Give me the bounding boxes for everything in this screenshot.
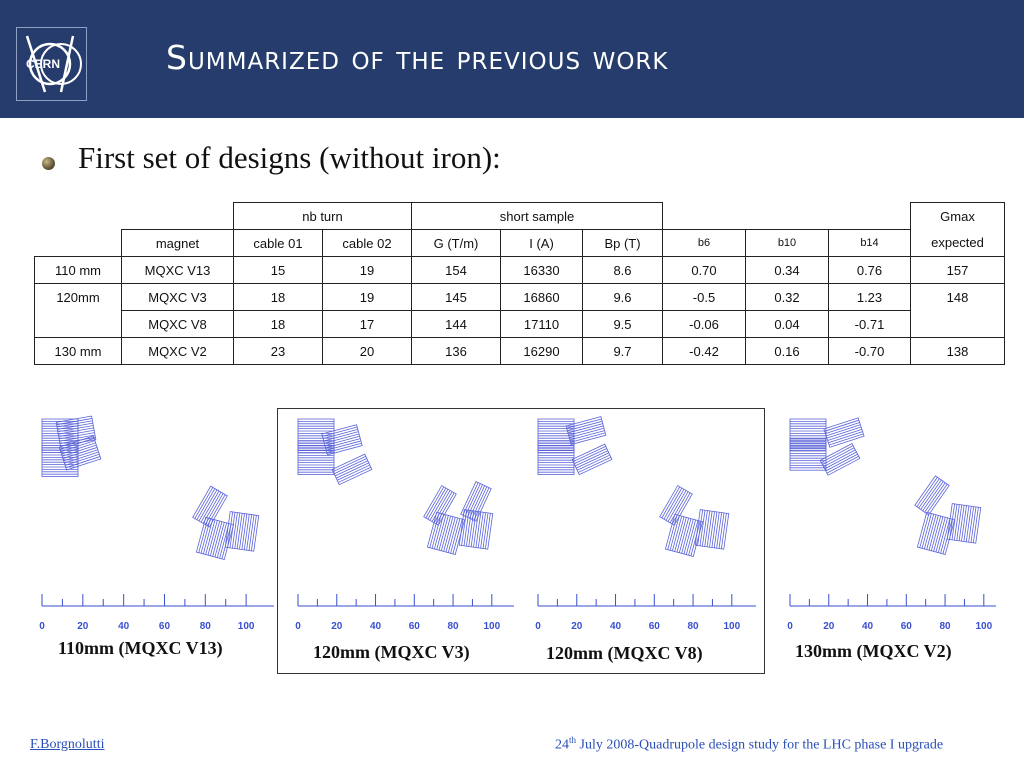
design-caption: 110mm (MQXC V13) [58, 638, 223, 658]
table-header-row-2 [35, 230, 1005, 257]
footer-day-suffix: th [569, 735, 577, 745]
x-axis-tick-label: 40 [369, 621, 382, 632]
coil-block [790, 419, 826, 450]
table-row [35, 284, 1005, 311]
coil-block [461, 482, 491, 522]
cell-cable01: 23 [234, 338, 323, 365]
cell-b6: 0.70 [663, 257, 746, 284]
author-link[interactable]: F.Borgnolutti [30, 737, 105, 752]
cell-cable01: 18 [234, 284, 323, 311]
coil-block [196, 517, 233, 559]
cell-i: 16330 [501, 257, 583, 284]
cell-bp: 9.7 [583, 338, 663, 365]
cell-b10: 0.32 [746, 284, 829, 311]
cell-bp: 9.6 [583, 284, 663, 311]
header-b14: b14 [829, 230, 911, 257]
x-axis-tick-label: 0 [39, 621, 45, 632]
coil-block [947, 504, 981, 544]
x-axis-tick-label: 80 [447, 621, 459, 632]
x-axis-tick-label: 40 [609, 621, 622, 632]
coil-block [917, 512, 954, 554]
footer-day: 24 [555, 737, 569, 753]
design-diagram [290, 415, 514, 635]
cell-b14: 0.76 [829, 257, 911, 284]
x-axis-tick-label: 20 [331, 621, 343, 632]
coil-cross-section [290, 415, 514, 635]
cern-logo [16, 27, 87, 101]
footer-date [555, 735, 943, 754]
table-row [35, 257, 1005, 284]
cell-b14: -0.70 [829, 338, 911, 365]
coil-block [427, 512, 464, 554]
cell-cable01: 18 [234, 311, 323, 338]
cell-magnet: MQXC V3 [122, 284, 234, 311]
x-axis-tick-label: 80 [687, 621, 699, 632]
coil-block [695, 510, 729, 550]
x-axis-tick-label: 40 [118, 621, 130, 632]
x-axis-tick-label: 80 [199, 621, 211, 632]
design-diagram [782, 415, 996, 635]
cell-b10: 0.34 [746, 257, 829, 284]
cell-aperture: 120mm [35, 284, 122, 338]
design-diagram [530, 415, 756, 635]
cell-cable01: 15 [234, 257, 323, 284]
cell-aperture: 110 mm [35, 257, 122, 284]
x-axis-tick-label: 100 [237, 621, 255, 632]
x-axis-tick-label: 0 [295, 621, 301, 632]
cell-b6: -0.06 [663, 311, 746, 338]
cell-g: 145 [412, 284, 501, 311]
bullet-text: First set of designs (without iron): [78, 140, 501, 175]
logo-text: CERN [26, 57, 61, 71]
x-axis-tick-label: 60 [158, 621, 171, 632]
cell-b10: 0.16 [746, 338, 829, 365]
cell-cable02: 19 [323, 257, 412, 284]
cell-magnet: MQXC V2 [122, 338, 234, 365]
header-cable-01: cable 01 [234, 230, 323, 257]
header-cable-02: cable 02 [323, 230, 412, 257]
coil-block [824, 418, 864, 447]
x-axis-tick-label: 60 [408, 621, 420, 632]
cell-g: 136 [412, 338, 501, 365]
slide-title: Summarized of the previous work [166, 38, 669, 77]
coil-block [225, 512, 259, 552]
header-b6: b6 [663, 230, 746, 257]
x-axis-tick-label: 0 [787, 621, 793, 632]
header-expected: expected [911, 230, 1005, 257]
x-axis-tick-label: 100 [975, 621, 993, 632]
footer-title: July 2008-Quadrupole design study for the LHC phase I upgrade [576, 737, 944, 753]
table-row [35, 338, 1005, 365]
design-diagram [34, 415, 274, 635]
header-magnet: magnet [122, 230, 234, 257]
cell-magnet: MQXC V8 [122, 311, 234, 338]
cell-b6: -0.5 [663, 284, 746, 311]
cell-gmax: 157 [911, 257, 1005, 284]
cell-gmax: 148 [911, 284, 1005, 338]
cell-b14: -0.71 [829, 311, 911, 338]
header-gmax: Gmax [911, 203, 1005, 230]
cell-i: 16860 [501, 284, 583, 311]
bullet-icon [42, 157, 55, 170]
slide-header [0, 0, 1024, 118]
header-nb-turn: nb turn [234, 203, 412, 230]
x-axis-tick-label: 100 [723, 621, 741, 632]
x-axis-tick-label: 20 [77, 621, 89, 632]
cell-b10: 0.04 [746, 311, 829, 338]
design-table [34, 202, 1005, 365]
cell-b14: 1.23 [829, 284, 911, 311]
table-row [35, 311, 1005, 338]
cell-gmax: 138 [911, 338, 1005, 365]
cell-cable02: 19 [323, 284, 412, 311]
table-header-row-1 [35, 203, 1005, 230]
x-axis-tick-label: 60 [900, 621, 912, 632]
x-axis-tick-label: 60 [648, 621, 660, 632]
header-short-sample: short sample [412, 203, 663, 230]
header-g: G (T/m) [412, 230, 501, 257]
x-axis-tick-label: 0 [535, 621, 541, 632]
header-i: I (A) [501, 230, 583, 257]
x-axis-tick-label: 20 [571, 621, 583, 632]
coil-cross-section [782, 415, 996, 635]
coil-block [572, 444, 612, 474]
cell-cable02: 17 [323, 311, 412, 338]
cell-bp: 9.5 [583, 311, 663, 338]
cell-b6: -0.42 [663, 338, 746, 365]
x-axis-tick-label: 20 [823, 621, 835, 632]
x-axis-tick-label: 100 [483, 621, 501, 632]
cell-g: 154 [412, 257, 501, 284]
coil-block [298, 419, 334, 453]
cell-magnet: MQXC V13 [122, 257, 234, 284]
x-axis-tick-label: 40 [861, 621, 874, 632]
x-axis-tick-label: 80 [939, 621, 951, 632]
cell-bp: 8.6 [583, 257, 663, 284]
header-bp: Bp (T) [583, 230, 663, 257]
design-caption: 120mm (MQXC V8) [546, 643, 703, 663]
coil-block [332, 454, 372, 484]
coil-block [915, 476, 949, 515]
coil-cross-section [530, 415, 756, 635]
cell-aperture: 130 mm [35, 338, 122, 365]
coil-block [298, 441, 334, 475]
header-b10: b10 [746, 230, 829, 257]
cell-g: 144 [412, 311, 501, 338]
cell-i: 16290 [501, 338, 583, 365]
cell-cable02: 20 [323, 338, 412, 365]
coil-cross-section [34, 415, 274, 635]
cell-i: 17110 [501, 311, 583, 338]
coil-block [538, 441, 574, 475]
design-caption: 120mm (MQXC V3) [313, 642, 470, 662]
coil-block [790, 439, 826, 470]
design-caption: 130mm (MQXC V2) [795, 641, 952, 661]
